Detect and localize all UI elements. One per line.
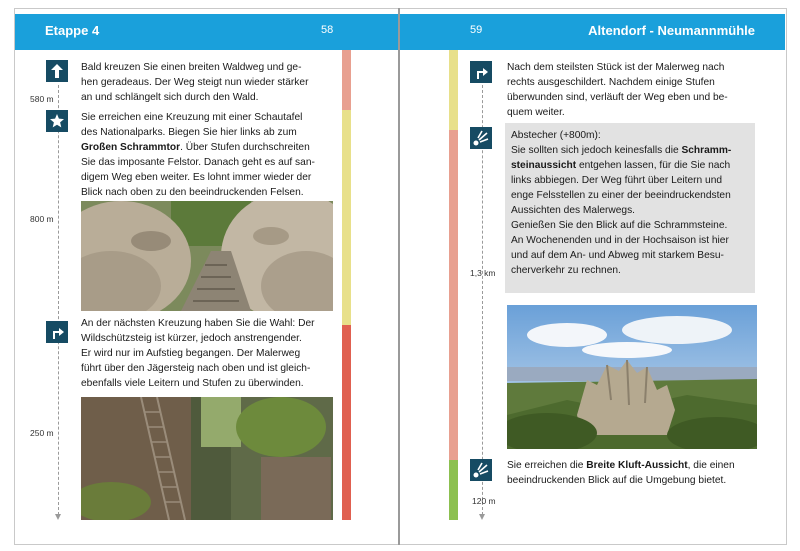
- ladder-photo: [81, 397, 333, 520]
- distance-label: 250 m: [30, 428, 54, 438]
- right-paragraph-line: beeindruckenden Blick auf die Umgebung bietet.: [507, 475, 727, 486]
- distance-label: 120 m: [472, 496, 496, 506]
- left-paragraph-line: des Nationalparks. Biegen Sie hier links ab zum: [81, 127, 297, 138]
- right-paragraph-line: Sie erreichen die Breite Kluft-Aussicht, die einen: [507, 460, 735, 471]
- left-paragraph-line: Großen Schrammtor. Über Stufen durchschreiten: [81, 142, 310, 153]
- turn-right-icon: [46, 321, 68, 343]
- detour-box-line: Aussichten des Malerwegs.: [511, 205, 636, 216]
- left-paragraph-line: Sie das imposante Felstor. Danach geht es auf san-: [81, 157, 315, 168]
- left-paragraph-line: führt über den Jägersteig nach oben und ist gleich-: [81, 363, 311, 374]
- right-route-line: [482, 85, 483, 515]
- star-icon: [46, 110, 68, 132]
- detour-box-line: links abbiegen. Der Weg führt über Leitern und: [511, 175, 723, 186]
- left-paragraph-line: An der nächsten Kreuzung haben Sie die Wahl: Der: [81, 318, 315, 329]
- left-paragraph-line: hen geradeaus. Der Weg steigt nun wieder stärker: [81, 77, 309, 88]
- left-paragraph-line: Er wird nur im Aufstieg begangen. Der Malerweg: [81, 348, 301, 359]
- left-paragraph-line: Bald kreuzen Sie einen breiten Waldweg und ge-: [81, 62, 302, 73]
- left-paragraph-line: Blick nach oben zu den beeindruckenden Felsen.: [81, 187, 304, 198]
- left-header: [15, 14, 398, 50]
- right-paragraph-3: [507, 458, 757, 488]
- difficulty-bar-segment: [449, 130, 458, 460]
- detour-box-line: enge Felsstellen zu einer der beeindruckendsten: [511, 190, 731, 201]
- turn-right-icon: [470, 61, 492, 83]
- right-paragraph-line: Nach dem steilsten Stück ist der Malerweg nach: [507, 62, 725, 73]
- left-page-number: 58: [321, 24, 334, 36]
- viewpoint-icon: [470, 459, 492, 481]
- detour-box-line: steinaussicht entgehen lassen, für die Sie nach: [511, 160, 731, 171]
- detour-box-line: Sie sollten sich jedoch keinesfalls die Schramm-: [511, 145, 732, 156]
- right-paragraph-line: quem weiter.: [507, 107, 565, 118]
- right-page-title: Altendorf - Neumannmühle: [588, 23, 755, 38]
- detour-box-text: [511, 128, 755, 278]
- left-paragraph-1: [81, 60, 336, 105]
- difficulty-bar-segment: [449, 460, 458, 520]
- detour-box-line: Genießen Sie den Blick auf die Schrammsteine.: [511, 220, 728, 231]
- rock-gorge-photo: [81, 201, 333, 311]
- distance-label: 580 m: [30, 94, 54, 104]
- difficulty-bar-segment: [449, 50, 458, 130]
- right-page-number: 59: [470, 24, 483, 36]
- left-paragraph-line: Wildschützsteig ist kürzer, jedoch anstrengender.: [81, 333, 302, 344]
- difficulty-bar-segment: [342, 50, 351, 110]
- right-route-arrow: [479, 514, 485, 520]
- left-paragraph-line: Sie erreichen eine Kreuzung mit einer Schautafel: [81, 112, 303, 123]
- detour-box-line: cherverkehr zu rechnen.: [511, 265, 621, 276]
- viewpoint-icon: [470, 127, 492, 149]
- schrammsteine-panorama-photo: [507, 305, 757, 449]
- left-paragraph-3: [81, 316, 336, 391]
- left-paragraph-line: ebenfalls viele Leitern und Stufen zu überwinden.: [81, 378, 304, 389]
- detour-box-line: Abstecher (+800m):: [511, 130, 601, 141]
- detour-box-line: und auf dem An- und Abweg mit starkem Besu-: [511, 250, 724, 261]
- right-paragraph-line: überwunden sind, verläuft der Weg eben und be-: [507, 92, 728, 103]
- left-route-line: [58, 85, 59, 515]
- right-paragraph-line: rechts ausgeschildert. Nachdem einige Stufen: [507, 77, 715, 88]
- left-page-title: Etappe 4: [45, 23, 100, 38]
- left-paragraph-line: an und schlängelt sich durch den Wald.: [81, 92, 259, 103]
- right-paragraph-1: [507, 60, 757, 120]
- right-header: [400, 14, 785, 50]
- distance-label: 1,3 km: [470, 268, 496, 278]
- left-paragraph-line: digem Weg eben weiter. Es lohnt immer wieder der: [81, 172, 312, 183]
- arrow-up-icon: [46, 60, 68, 82]
- difficulty-bar-segment: [342, 110, 351, 325]
- left-paragraph-2: [81, 110, 336, 200]
- distance-label: 800 m: [30, 214, 54, 224]
- page-fold: [398, 8, 400, 545]
- difficulty-bar-segment: [342, 325, 351, 520]
- detour-box-line: An Wochenenden und in der Hochsaison ist hier: [511, 235, 729, 246]
- left-route-arrow: [55, 514, 61, 520]
